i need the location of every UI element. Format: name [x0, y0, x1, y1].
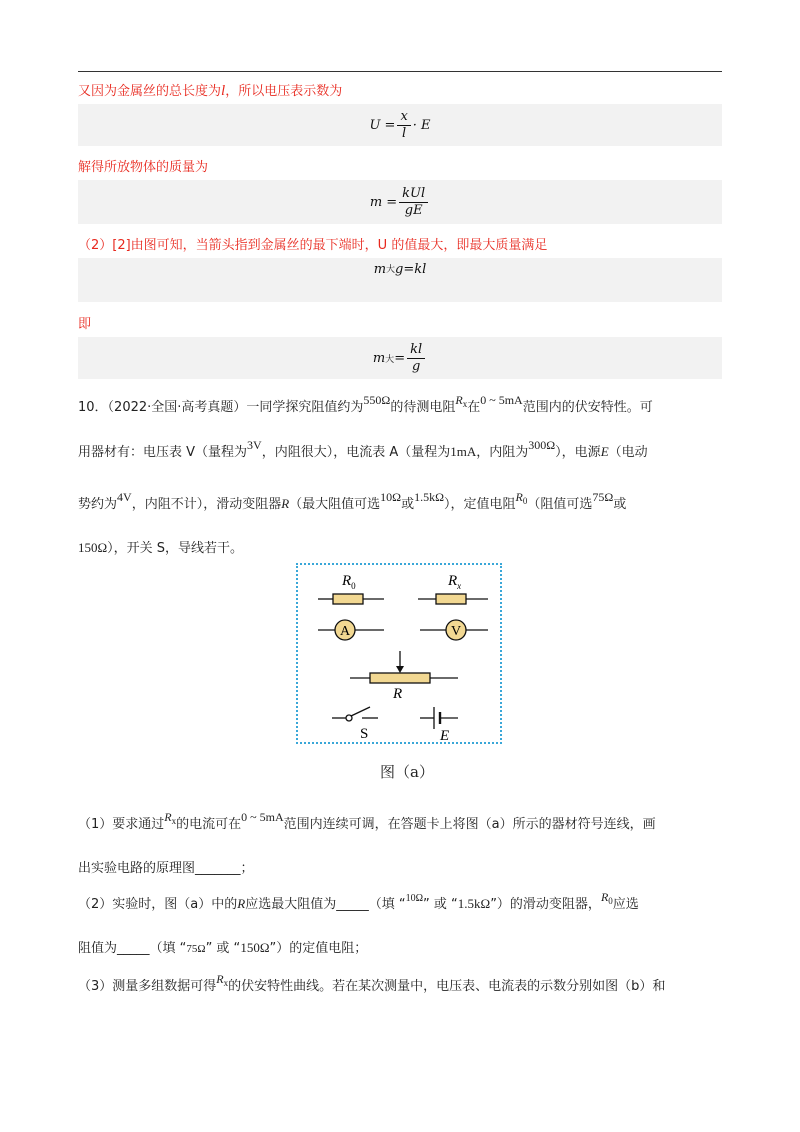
p1c: 在 [467, 400, 481, 415]
p3d: 或 [401, 497, 415, 512]
p1a: 10．（2022·全国·高考真题）一同学探究阻值约为 [78, 400, 364, 415]
q1-range: 0 ~ 5mA [241, 810, 284, 824]
equation-voltage [78, 104, 722, 146]
problem-line-2 [78, 438, 648, 460]
eq3-sub: 大 [386, 265, 396, 275]
r0-symbol [516, 490, 528, 504]
q3b: 的伏安特性曲线。若在某次测量中，电压表、电流表的示数分别如图（b）和 [228, 979, 666, 994]
p4b: ），开关 S，导线若干。 [107, 541, 244, 556]
emf-symbol: E [600, 444, 609, 459]
rheostat-arrow-icon [396, 666, 404, 673]
eq3-m: m [373, 262, 387, 277]
r0-opt2: 150Ω [78, 540, 108, 555]
switch-blade [351, 707, 370, 716]
q2-option-4: 150Ω [240, 940, 270, 955]
solution-line-1 [78, 80, 342, 100]
p1-rx [455, 393, 467, 407]
q2e: 应选 [612, 897, 639, 912]
p3a: 势约为 [78, 497, 118, 512]
eq4-m: m [372, 350, 386, 366]
r0-opt1: 75Ω [592, 490, 614, 504]
voltmeter-label: V [450, 624, 462, 639]
eq1-rhs: · E [412, 117, 431, 133]
v-range: 3V [247, 438, 262, 452]
rx-resistor [436, 594, 466, 604]
battery-label: E [440, 728, 450, 742]
eq4-den: g [411, 358, 421, 374]
q1-rx [164, 810, 176, 824]
p3b: ，内阻不计），滑动变阻器 [131, 497, 282, 512]
ammeter-label: A [339, 624, 351, 639]
q2-option-3: 75Ω [186, 943, 206, 955]
r0-letter: R [515, 490, 523, 504]
p2a: 用器材有：电压表 V（量程为 [78, 445, 248, 460]
eq1-den: l [402, 125, 407, 141]
solution-line-3: （2）[2]由图可知，当箭头指到金属丝的最下端时，U 的值最大，即最大质量满足 [78, 238, 548, 253]
q1b: 的电流可在 [176, 817, 242, 832]
q2-r0-sub: 0 [608, 896, 613, 906]
p1-rx-sub: x [462, 399, 468, 409]
r0-label: $R_0$ [342, 573, 356, 591]
eq2-num: kUl [399, 187, 428, 203]
header-rule [78, 71, 722, 72]
q1a: （1）要求通过 [78, 817, 165, 832]
rheostat-label: R [393, 686, 403, 702]
eq2-lhs: m = [369, 194, 398, 210]
p3e: ），定值电阻 [444, 497, 516, 512]
eq4-num: kl [407, 343, 425, 359]
eq4-eq: = [394, 350, 406, 366]
rx-label: $R_x$ [448, 573, 462, 591]
p2e: （电动 [608, 445, 648, 460]
q3a: （3）测量多组数据可得 [78, 979, 217, 994]
eq1-num: x [397, 110, 410, 126]
equation-max-mass [78, 258, 722, 302]
emf-value: 4V [117, 490, 132, 504]
p1-resistance: 550Ω [363, 393, 391, 407]
q2d: ”）的滑动变阻器， [490, 897, 601, 912]
q1-rx-sub: x [171, 816, 177, 826]
rheostat [370, 673, 430, 683]
p3f: （阻值可选 [527, 497, 593, 512]
problem-line-3 [78, 490, 627, 513]
eq3-rest: g=kl [395, 262, 427, 277]
rheostat-symbol: R [281, 496, 290, 511]
q2h: ”）的定值电阻； [269, 941, 368, 956]
question-1-line-2: 出实验电路的原理图_______； [78, 861, 254, 876]
q2-r0 [601, 890, 613, 904]
p1d: 范围内的伏安特性。可 [522, 400, 653, 415]
r-opt2: 1.5kΩ [414, 490, 445, 504]
p3g: 或 [613, 497, 627, 512]
equation-max-mass-result [78, 337, 722, 379]
q3-rx [216, 972, 228, 986]
q2-option-1: 10Ω [405, 893, 424, 904]
q2g: ” 或 “ [205, 941, 241, 956]
p3c: （最大阻值可选 [289, 497, 381, 512]
p2b: ，内阻很大），电流表 A（量程为 [261, 445, 451, 460]
r0-resistor [333, 594, 363, 604]
question-2-line-2 [78, 937, 367, 956]
solution-line-2: 解得所放物体的质量为 [78, 160, 209, 175]
r0-sub: 0 [522, 496, 528, 506]
problem-line-4 [78, 537, 243, 556]
question-2-line-1 [78, 890, 639, 913]
wire-length-var: l [221, 83, 226, 99]
problem-line-1 [78, 393, 653, 416]
q3-rx-letter: R [216, 972, 224, 986]
p1b: 的待测电阻 [390, 400, 456, 415]
q2b: 应选最大阻值为_____（填 “ [245, 897, 406, 912]
solution-line-1-text: 又因为金属丝的总长度为 [78, 84, 222, 99]
eq1-lhs: U = [369, 117, 396, 133]
q2-r: R [237, 896, 246, 911]
eq1-fraction [397, 110, 410, 141]
p1-rx-letter: R [455, 393, 463, 407]
q3-rx-sub: x [223, 978, 229, 988]
q2-r0-letter: R [600, 890, 609, 904]
switch-label: S [360, 726, 369, 742]
q2f: 阻值为_____（填 “ [78, 941, 187, 956]
q2c: ” 或 “ [423, 897, 458, 912]
circuit-components-figure [296, 563, 502, 744]
eq2-fraction [399, 187, 428, 218]
question-3-line-1 [78, 972, 666, 995]
p2c: ，内阻为 [476, 445, 529, 460]
a-range: 1mA [450, 444, 477, 459]
question-1-line-1 [78, 810, 656, 833]
solution-line-1-end: ，所以电压表示数为 [225, 84, 343, 99]
q1c: 范围内连续可调，在答题卡上将图（a）所示的器材符号连线，画 [283, 817, 656, 832]
equation-mass [78, 180, 722, 224]
eq4-fraction [407, 343, 425, 374]
solution-line-4: 即 [78, 317, 92, 332]
p2d: ），电源 [555, 445, 601, 460]
circuit-svg [298, 565, 500, 742]
figure-caption: 图（a） [380, 763, 434, 781]
q2-option-2: 1.5kΩ [457, 896, 491, 911]
eq4-sub: 大 [385, 354, 395, 365]
eq2-den: gE [404, 202, 423, 218]
p1-range: 0 ~ 5mA [480, 393, 523, 407]
q2a: （2）实验时，图（a）中的 [78, 897, 238, 912]
r-opt1: 10Ω [380, 490, 402, 504]
q1-rx-letter: R [164, 810, 172, 824]
a-res: 300Ω [528, 438, 556, 452]
